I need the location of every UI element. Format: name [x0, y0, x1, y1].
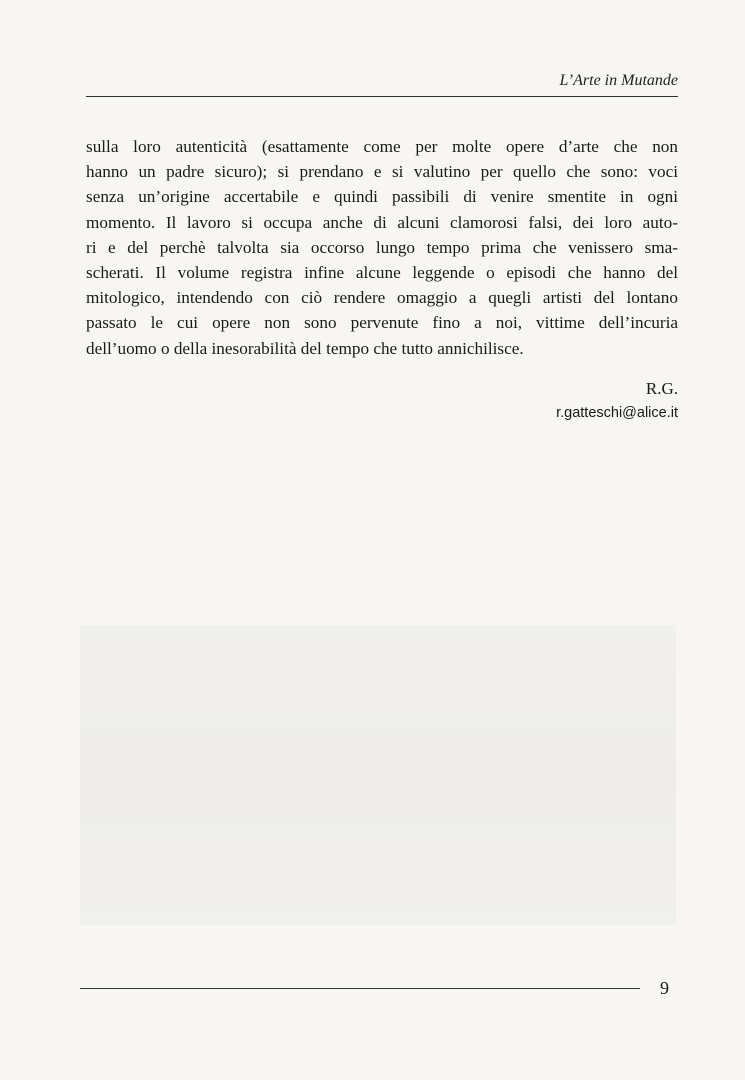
text-line: dell’uomo o della inesorabilità del tempo che tutto annichilisce.	[86, 338, 524, 358]
text-line: momento. Il lavoro si occupa anche di alcuni clamorosi falsi, dei loro auto-	[86, 212, 678, 232]
signature-block	[556, 377, 678, 425]
text-line: scherati. Il volume registra infine alcune leggende o episodi che hanno del	[86, 263, 678, 283]
author-initials: R.G.	[645, 379, 678, 398]
body-paragraph	[86, 134, 678, 361]
show-through-image	[80, 625, 676, 925]
text-line: passato le cui opere non sono pervenute fino a noi, vittime dell’incuria	[86, 313, 678, 333]
author-email[interactable]: r.gatteschi@alice.it	[556, 405, 678, 421]
text-line: mitologico, intendendo con ciò rendere omaggio a quegli artisti del lontano	[86, 288, 678, 308]
text-line: senza un’origine accertabile e quindi passibili di venire smentite in ogni	[86, 187, 678, 207]
running-head-title: L’Arte in Mutande	[559, 72, 678, 89]
text-line: sulla loro autenticità (esattamente come per molte opere d’arte che non	[86, 137, 678, 156]
header-rule	[86, 96, 678, 97]
text-line: hanno un padre sicuro); si prendano e si valutino per quello che sono: voci	[86, 162, 678, 182]
footer-rule	[80, 988, 640, 989]
text-line: ri e del perchè talvolta sia occorso lungo tempo prima che venissero sma-	[86, 237, 678, 257]
page-number: 9	[660, 978, 669, 998]
